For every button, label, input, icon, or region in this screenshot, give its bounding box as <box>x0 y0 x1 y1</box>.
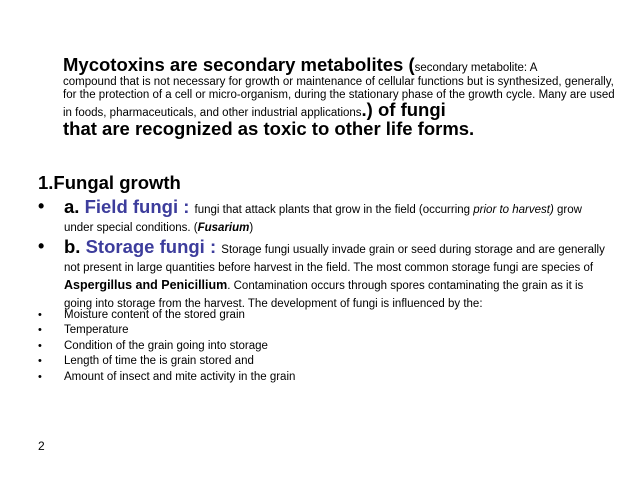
field-prefix: a. <box>64 196 85 217</box>
intro-headline-part1: Mycotoxins are secondary metabolites ( <box>63 54 415 75</box>
storage-prefix: b. <box>64 236 86 257</box>
field-desc-italic: prior to harvest) <box>473 204 554 216</box>
field-desc-b: grow under special conditions. ( <box>64 204 582 234</box>
field-fungi-content <box>64 196 613 236</box>
storage-fungi-term: Storage fungi <box>85 236 205 257</box>
storage-fungi-bullet <box>38 236 613 312</box>
intro-paragraph <box>63 52 618 138</box>
field-fungi-term: Field fungi <box>84 196 179 217</box>
intro-note-line1: secondary metabolite: A <box>414 62 538 74</box>
factor-text: Amount of insect and mite activity in the grain <box>64 370 296 383</box>
section-heading: 1.Fungal growth <box>38 172 181 193</box>
field-genus: Fusarium <box>197 222 250 234</box>
storage-colon: : <box>204 236 222 257</box>
storage-desc-a: Storage fungi usually invade grain or seed during storage and are generally not present in large quantities before harvest in the field. The most common storage fungi are species of <box>64 244 605 274</box>
intro-headline-part2: .) of fungi <box>361 99 446 120</box>
field-desc-c: ) <box>249 222 254 234</box>
field-fungi-bullet <box>38 196 613 236</box>
list-item <box>38 370 295 385</box>
intro-note-line2 <box>63 76 618 120</box>
factor-text: Condition of the grain going into storage <box>64 339 268 352</box>
storage-species: Aspergillus and Penicillium <box>64 278 228 292</box>
bullet-dot: • <box>38 236 45 256</box>
factor-list <box>38 308 295 385</box>
intro-headline-part3: that are recognized as toxic to other life forms. <box>63 117 475 139</box>
storage-fungi-content <box>64 236 613 312</box>
factor-text: Temperature <box>64 324 129 337</box>
storage-desc-b: . Contamination occurs through spores contaminating the grain as it is going into storage from the harvest. The development of fungi is influenced by the: <box>64 280 584 310</box>
intro-line-1 <box>63 56 618 76</box>
list-item <box>38 354 295 369</box>
bullet-dot: • <box>38 355 42 368</box>
bullet-dot: • <box>38 339 42 352</box>
field-desc-a: fungi that attack plants that grow in the field (occurring <box>194 204 474 216</box>
list-item <box>38 339 295 354</box>
factor-text: Moisture content of the stored grain <box>64 309 245 321</box>
factor-text: Length of time the is grain stored and <box>64 355 254 368</box>
bullet-dot: • <box>38 370 42 383</box>
list-item <box>38 323 295 338</box>
bullet-dot: • <box>38 309 42 321</box>
list-item <box>38 308 295 323</box>
bullet-dot: • <box>38 324 42 337</box>
intro-note-text: compound that is not necessary for growth or maintenance of cellular functions but is synthesized, generally, for the protection of a cell or micro-organism, during the stationary phase of the growth cycle. Many are used in foods, pharmaceuticals, and other industrial applications <box>63 76 615 119</box>
field-colon: : <box>178 196 195 217</box>
bullet-dot: • <box>38 196 45 216</box>
page-number: 2 <box>38 439 45 453</box>
